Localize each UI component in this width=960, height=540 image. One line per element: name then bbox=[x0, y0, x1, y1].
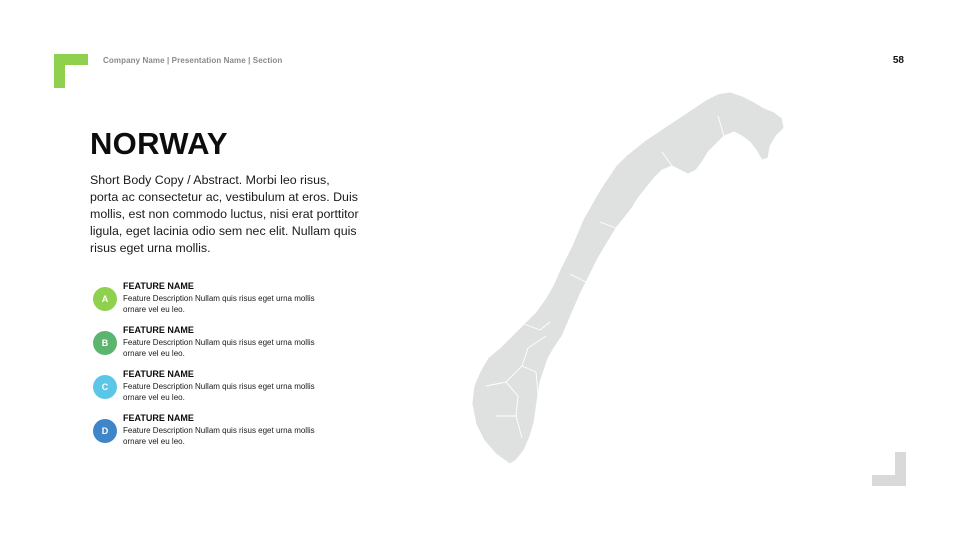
feature-description: Feature Description Nullam quis risus eget urna mollis ornare vel eu leo. bbox=[123, 294, 315, 314]
feature-item-d bbox=[93, 413, 353, 457]
feature-description: Feature Description Nullam quis risus eget urna mollis ornare vel eu leo. bbox=[123, 426, 315, 446]
feature-name: FEATURE NAME bbox=[123, 413, 194, 423]
feature-name: FEATURE NAME bbox=[123, 281, 194, 291]
feature-badge-a: A bbox=[93, 287, 117, 311]
feature-list bbox=[93, 281, 353, 457]
page-number: 58 bbox=[892, 55, 904, 66]
norway-outline bbox=[472, 92, 784, 464]
feature-badge-c: C bbox=[93, 375, 117, 399]
feature-item-b bbox=[93, 325, 353, 369]
norway-map-icon bbox=[466, 86, 790, 468]
feature-item-a bbox=[93, 281, 353, 325]
feature-name: FEATURE NAME bbox=[123, 369, 194, 379]
breadcrumb: Company Name | Presentation Name | Section bbox=[103, 56, 283, 65]
top-left-corner-bracket-icon bbox=[54, 54, 88, 88]
feature-description: Feature Description Nullam quis risus eget urna mollis ornare vel eu leo. bbox=[123, 338, 315, 358]
feature-badge-b: B bbox=[93, 331, 117, 355]
feature-description: Feature Description Nullam quis risus eget urna mollis ornare vel eu leo. bbox=[123, 382, 315, 402]
bottom-right-corner-bracket-icon bbox=[872, 452, 906, 486]
slide-title: NORWAY bbox=[90, 126, 228, 161]
feature-item-c bbox=[93, 369, 353, 413]
body-copy: Short Body Copy / Abstract. Morbi leo risus, porta ac consectetur ac, vestibulum at eros. Duis mollis, est non commodo luctus, nisi erat porttitor ligula, eget lacinia odio sem nec elit. Nullam quis risus eget urna mollis. bbox=[90, 173, 359, 255]
feature-badge-d: D bbox=[93, 419, 117, 443]
feature-name: FEATURE NAME bbox=[123, 325, 194, 335]
